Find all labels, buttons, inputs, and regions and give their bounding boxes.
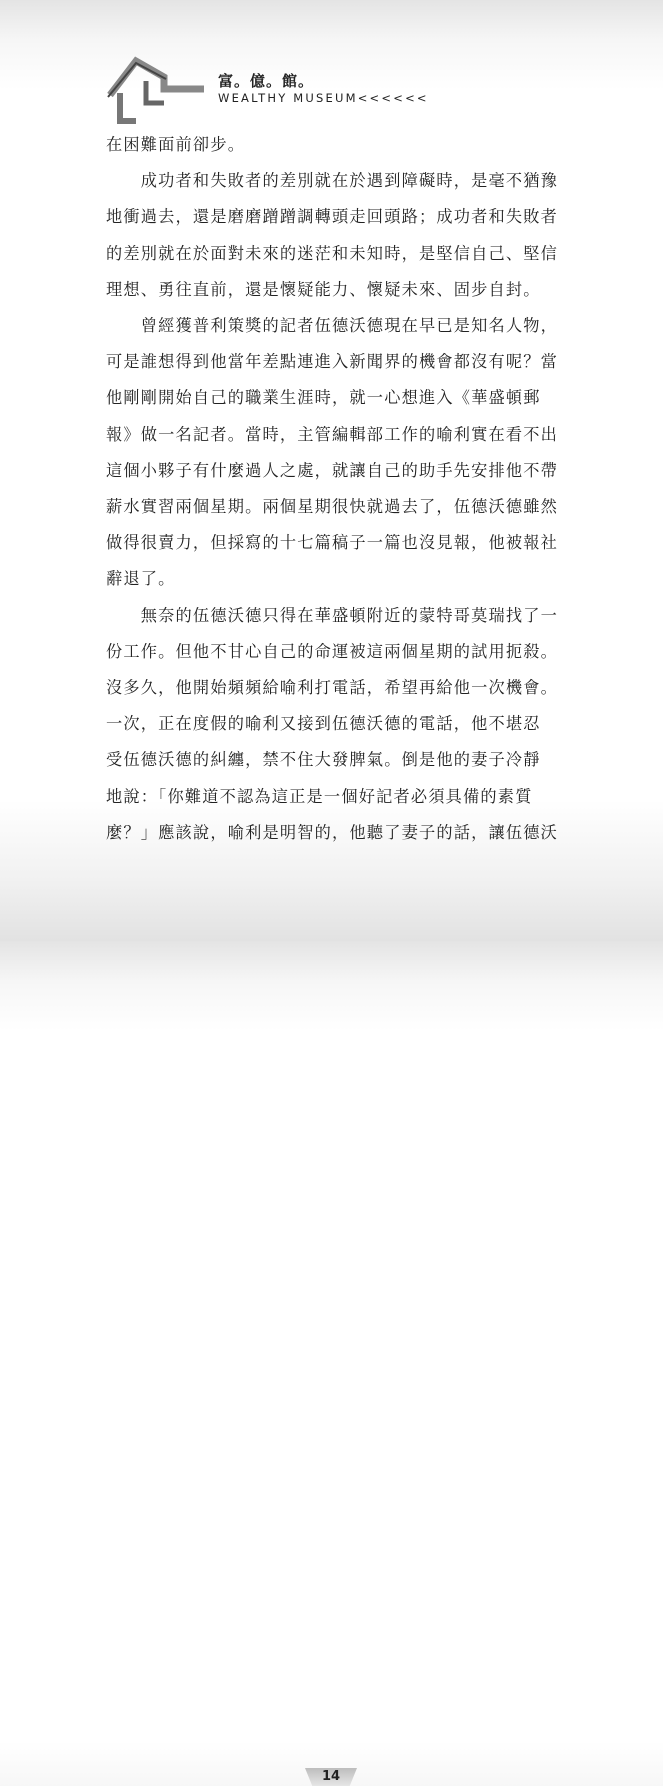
text-line: 份工作。但他不甘心自己的命運被這兩個星期的試用扼殺。	[106, 641, 559, 661]
text-line: 做得很賣力，但採寫的十七篇稿子一篇也沒見報，他被報社	[106, 533, 559, 553]
text-line: 無奈的伍德沃德只得在華盛頓附近的蒙特哥莫瑞找了一	[106, 605, 559, 625]
text-line: 薪水實習兩個星期。兩個星期很快就過去了，伍德沃德雖然	[106, 497, 559, 517]
text-line: 辭退了。	[106, 569, 176, 589]
text-line: 在困難面前卻步。	[106, 135, 246, 154]
page-number: 14	[321, 1769, 341, 1784]
text-line: 他剛剛開始自己的職業生涯時，就一心想進入《華盛頓郵	[106, 388, 541, 408]
brand-name-chinese: 富。億。館。	[218, 72, 315, 90]
text-line: 麼？」應該說，喻利是明智的，他聽了妻子的話，讓伍德沃	[106, 822, 559, 842]
text-line: 可是誰想得到他當年差點連進入新聞界的機會都沒有呢？當	[106, 352, 559, 372]
text-line: 的差別就在於面對未來的迷茫和未知時，是堅信自己、堅信	[106, 243, 559, 263]
text-line: 一次，正在度假的喻利又接到伍德沃德的電話，他不堪忍	[106, 714, 541, 734]
text-line: 沒多久，他開始頻頻給喻利打電話，希望再給他一次機會。	[106, 678, 559, 698]
text-line: 報》做一名記者。當時，主管編輯部工作的喻利實在看不出	[106, 424, 559, 444]
brand-name-english: WEALTHY MUSEUM<<<<<<	[218, 91, 429, 105]
text-line: 地說：「你難道不認為這正是一個好記者必須具備的素質	[106, 786, 533, 806]
text-line: 受伍德沃德的糾纏，禁不住大發脾氣。倒是他的妻子冷靜	[106, 750, 541, 770]
text-line: 地衝過去，還是磨磨蹭蹭調轉頭走回頭路；成功者和失敗者	[106, 207, 559, 227]
text-line: 成功者和失敗者的差別就在於遇到障礙時，是毫不猶豫	[106, 171, 559, 191]
page-header	[0, 0, 663, 130]
page-footer	[0, 880, 663, 1784]
text-line: 理想、勇往直前，還是懷疑能力、懷疑未來、固步自封。	[106, 279, 541, 299]
article-body	[106, 127, 576, 851]
text-line: 曾經獲普利策獎的記者伍德沃德現在早已是知名人物，	[106, 316, 559, 336]
house-roofline-logo-icon	[106, 55, 216, 130]
text-line: 這個小夥子有什麼過人之處，就讓自己的助手先安排他不帶	[106, 460, 559, 480]
